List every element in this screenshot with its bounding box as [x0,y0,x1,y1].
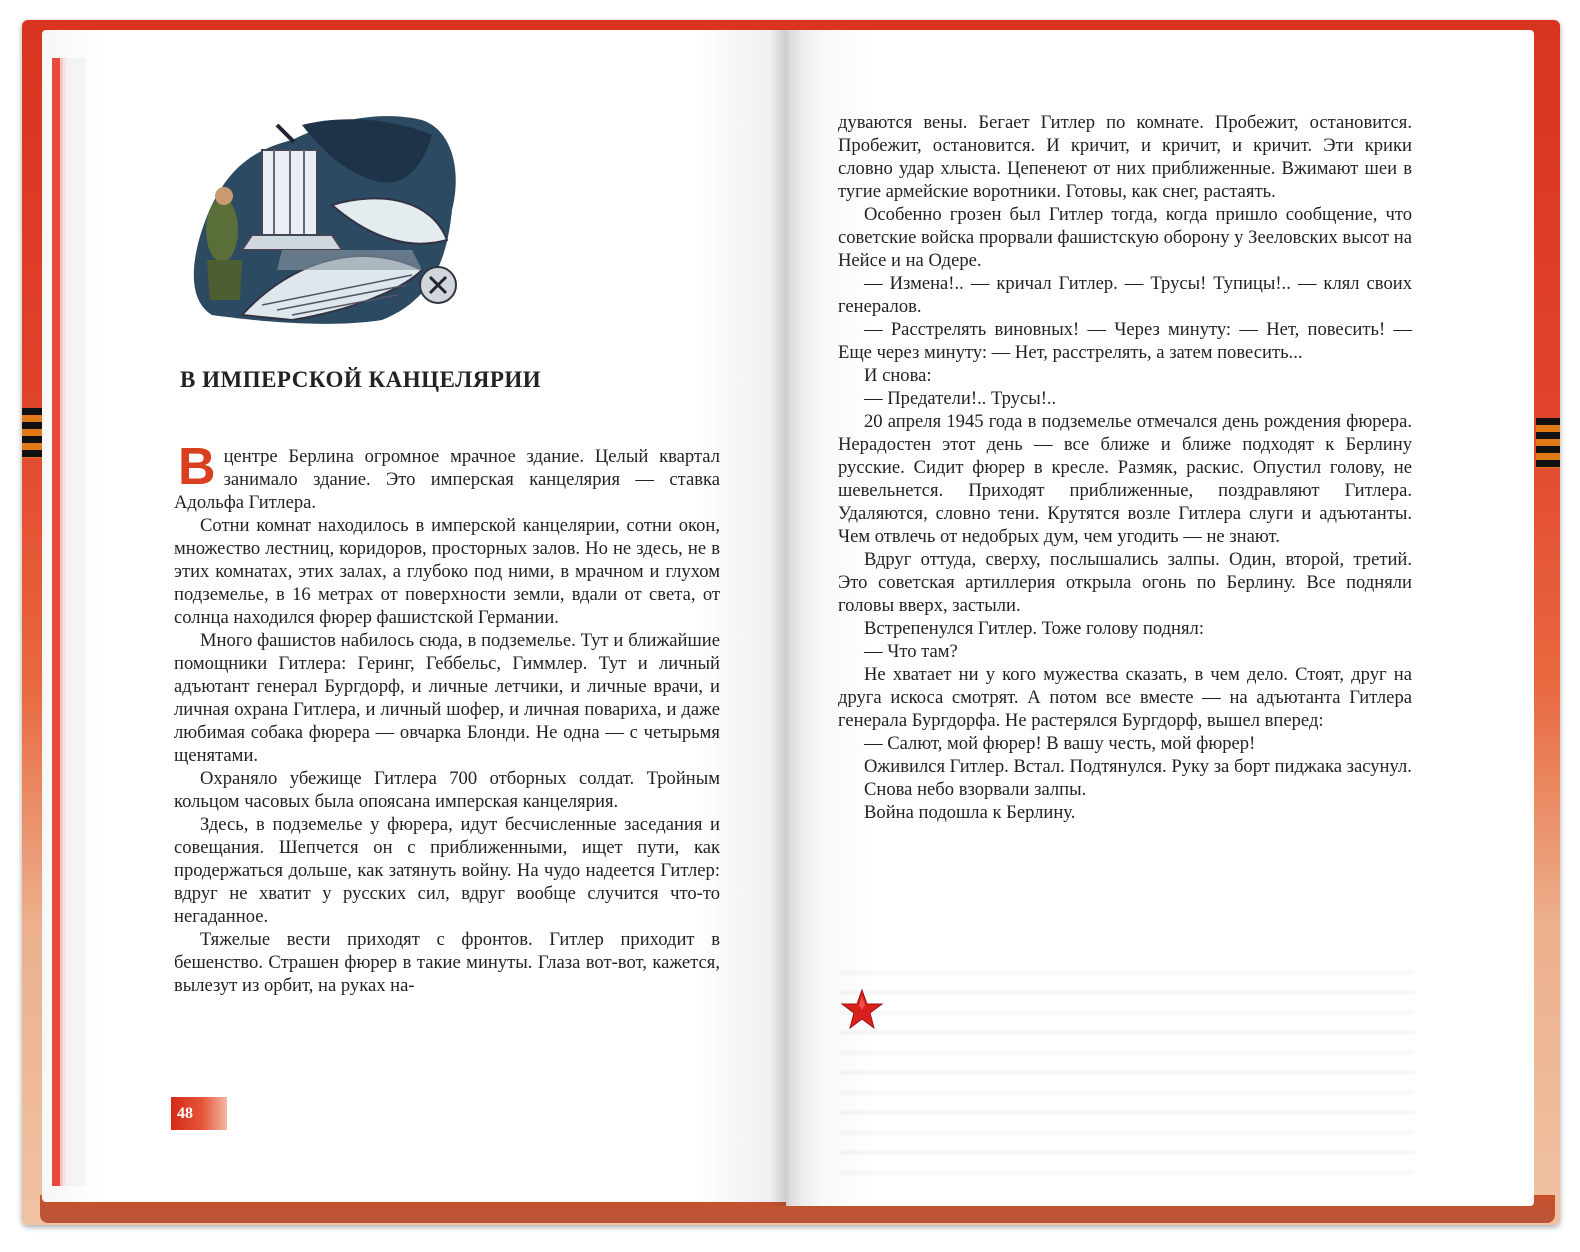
paragraph: Вдруг оттуда, сверху, послышались залпы. Один, второй, третий. Это советская артиллерия открыла огонь по Берлину. Все подняли головы вверх, застыли. [838,549,1412,616]
spine-shadow [770,30,804,1206]
paragraph: Здесь, в подземелье у фюрера, идут бесчисленные заседания и совещания. Шепчется он с приближенными, ищет пути, как продержаться дольше, как затянуть войну. На чудо надеется Гитлер: вдруг не хватит у русских сил, вдруг вообще случится что-то негаданное. [174,814,720,927]
paragraph: Особенно грозен был Гитлер тогда, когда пришло сообщение, что советские войска прорвали фашистскую оборону у Зееловских высот на Нейсе и на Одере. [838,204,1412,271]
paragraph: 20 апреля 1945 года в подземелье отмечался день рождения фюрера. Нерадостен этот день — все ближе и ближе подходят к Берлину русские. Сидит фюрер в кресле. Размяк, раскис. Опустил голову, не шевельнется. Приходят приближенные, поздравляют Гитлера. Удаляются, словно тени. Крутятся возле Гитлера слуги и адъютанты. Чем отвлечь от недобрых дум, чем угодить — не знают. [838,411,1412,547]
page-edge-stripes [52,58,86,1186]
st-george-ribbon-left [22,408,42,458]
paragraph: — Предатели!.. Трусы!.. [864,388,1057,409]
show-through-texture [840,955,1415,1185]
right-page-text [838,111,1412,824]
paragraph: Не хватает ни у кого мужества сказать, в чем дело. Стоят, друг на друга искоса смотрят. А потом все вместе — на адъютанта Гитлера генерала Бургдорфа. Не растерялся Бургдорф, вышел вперед: [838,664,1412,731]
paragraph: — Измена!.. — кричал Гитлер. — Трусы! Тупицы!.. — клял своих генералов. [838,273,1412,317]
paragraph: дуваются вены. Бегает Гитлер по комнате. Пробежит, остановится. Пробежит, остановится. И кричит, и кричит, и кричит. Эти крики словно удар хлыста. Цепенеют от них приближенные. Вжимают шеи в тугие армейские воротники. Готовы, как снег, растаять. [838,112,1412,202]
paragraph: Сотни комнат находилось в имперской канцелярии, сотни окон, множество лестниц, коридоров, просторных залов. Но не здесь, не в этих комнатах, этих залах, а глубоко под ними, в мрачном и глухом подземелье, в 16 метрах от поверхности земли, вдали от света, от солнца находился фюрер фашистской Германии. [174,515,720,628]
paragraph-text: центре Берлина огромное мрачное здание. Целый квартал занимало здание. Это имперская канцелярия — ставка Адольфа Гитлера. [174,446,720,513]
paragraph: Снова небо взорвали залпы. [864,779,1087,800]
paragraph: Встрепенулся Гитлер. Тоже голову поднял: [864,618,1204,639]
paragraph: Охраняло убежище Гитлера 700 отборных солдат. Тройным кольцом часовых была опоясана имперская канцелярия. [174,768,720,812]
paragraph: Война подошла к Берлину. [864,802,1076,823]
page-number: 48 [171,1097,227,1130]
red-star-icon [840,988,884,1030]
st-george-ribbon-right [1536,418,1560,468]
left-page-text [174,438,720,997]
paragraph: — Салют, мой фюрер! В вашу честь, мой фюрер! [864,733,1256,754]
chapter-title: В ИМПЕРСКОЙ КАНЦЕЛЯРИИ [180,367,542,392]
ruined-eagle-illustration [182,110,464,328]
paragraph: Много фашистов набилось сюда, в подземелье. Тут и ближайшие помощники Гитлера: Геринг, Геббельс, Гиммлер. Тут и личный адъютант генерал Бургдорф, и личные летчики, и личные врачи, и личная охрана Гитлера, и личный шофер, и личная повариха, и даже любимая собака фюрера — овчарка Блонди. Не одна — с четырьмя щенятами. [174,630,720,766]
paragraph: — Расстрелять виновных! — Через минуту: — Нет, повесить! — Еще через минуту: — Нет, расстрелять, а затем повесить... [838,319,1412,363]
paragraph: — Что там? [864,641,958,662]
paragraph: И снова: [864,365,932,386]
first-paragraph [174,438,720,514]
paragraph: Тяжелые вести приходят с фронтов. Гитлер приходит в бешенство. Страшен фюрер в такие минуты. Глаза вот-вот, кажется, вылезут из орбит, на руках на- [174,929,720,996]
paragraph: Оживился Гитлер. Встал. Подтянулся. Руку за борт пиджака засунул. [864,756,1412,777]
drop-cap: В [178,438,216,496]
